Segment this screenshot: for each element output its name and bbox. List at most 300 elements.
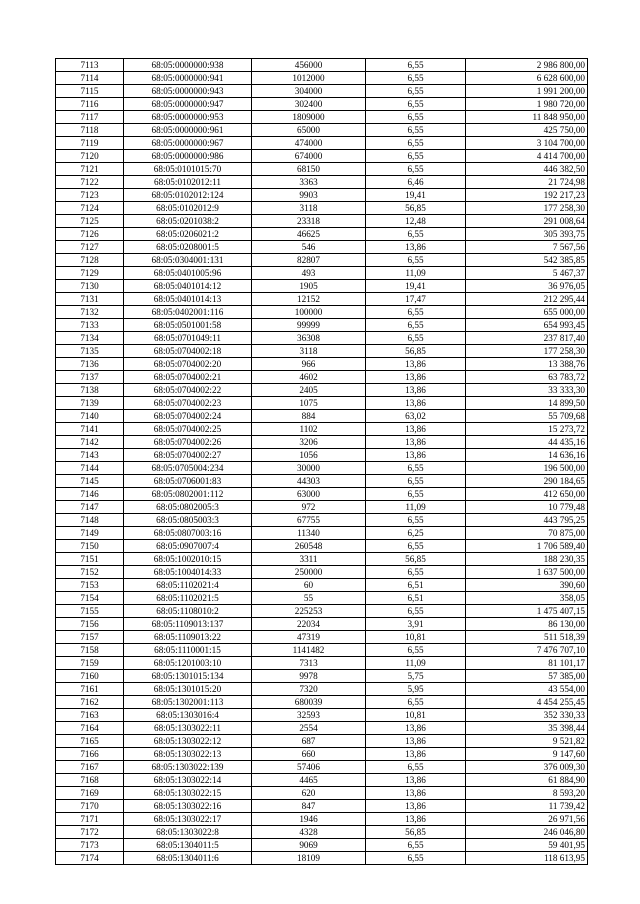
amount-cell: 13 388,76 <box>466 358 588 371</box>
amount-cell: 4 454 255,45 <box>466 696 588 709</box>
rate-cell: 13,86 <box>366 358 466 371</box>
cadastral-number-cell: 68:05:0201038:2 <box>124 215 252 228</box>
table-row <box>56 696 588 709</box>
rate-cell: 13,86 <box>366 449 466 462</box>
area-cell: 46625 <box>252 228 366 241</box>
amount-cell: 63 783,72 <box>466 371 588 384</box>
area-cell: 304000 <box>252 85 366 98</box>
area-cell: 687 <box>252 735 366 748</box>
table-row <box>56 228 588 241</box>
area-cell: 474000 <box>252 137 366 150</box>
area-cell: 3363 <box>252 176 366 189</box>
cadastral-number-cell: 68:05:0805003:3 <box>124 514 252 527</box>
amount-cell: 81 101,17 <box>466 657 588 670</box>
row-number-cell: 7144 <box>56 462 124 475</box>
rate-cell: 6,55 <box>366 306 466 319</box>
table-row <box>56 800 588 813</box>
rate-cell: 6,55 <box>366 163 466 176</box>
cadastral-number-cell: 68:05:0705004:234 <box>124 462 252 475</box>
rate-cell: 13,86 <box>366 397 466 410</box>
amount-cell: 44 435,16 <box>466 436 588 449</box>
area-cell: 9903 <box>252 189 366 202</box>
area-cell: 7320 <box>252 683 366 696</box>
rate-cell: 6,55 <box>366 644 466 657</box>
cadastral-number-cell: 68:05:1109013:137 <box>124 618 252 631</box>
row-number-cell: 7136 <box>56 358 124 371</box>
area-cell: 67755 <box>252 514 366 527</box>
cadastral-number-cell: 68:05:0102012:11 <box>124 176 252 189</box>
amount-cell: 358,05 <box>466 592 588 605</box>
rate-cell: 56,85 <box>366 202 466 215</box>
rate-cell: 56,85 <box>366 553 466 566</box>
area-cell: 11340 <box>252 527 366 540</box>
table-row <box>56 761 588 774</box>
amount-cell: 511 518,39 <box>466 631 588 644</box>
row-number-cell: 7169 <box>56 787 124 800</box>
cadastral-number-cell: 68:05:0206021:2 <box>124 228 252 241</box>
row-number-cell: 7142 <box>56 436 124 449</box>
rate-cell: 13,86 <box>366 371 466 384</box>
row-number-cell: 7156 <box>56 618 124 631</box>
amount-cell: 70 875,00 <box>466 527 588 540</box>
row-number-cell: 7164 <box>56 722 124 735</box>
row-number-cell: 7121 <box>56 163 124 176</box>
table-row <box>56 59 588 72</box>
rate-cell: 10,81 <box>366 709 466 722</box>
area-cell: 7313 <box>252 657 366 670</box>
area-cell: 22034 <box>252 618 366 631</box>
area-cell: 966 <box>252 358 366 371</box>
row-number-cell: 7140 <box>56 410 124 423</box>
amount-cell: 21 724,98 <box>466 176 588 189</box>
area-cell: 1102 <box>252 423 366 436</box>
cadastral-number-cell: 68:05:0501001:58 <box>124 319 252 332</box>
amount-cell: 118 613,95 <box>466 852 588 865</box>
rate-cell: 6,55 <box>366 514 466 527</box>
rate-cell: 6,55 <box>366 761 466 774</box>
rate-cell: 6,55 <box>366 137 466 150</box>
table-row <box>56 72 588 85</box>
area-cell: 65000 <box>252 124 366 137</box>
cadastral-number-cell: 68:05:1110001:15 <box>124 644 252 657</box>
area-cell: 30000 <box>252 462 366 475</box>
amount-cell: 390,60 <box>466 579 588 592</box>
row-number-cell: 7118 <box>56 124 124 137</box>
cadastral-number-cell: 68:05:1002010:15 <box>124 553 252 566</box>
rate-cell: 6,55 <box>366 150 466 163</box>
area-cell: 100000 <box>252 306 366 319</box>
rate-cell: 13,86 <box>366 423 466 436</box>
row-number-cell: 7138 <box>56 384 124 397</box>
amount-cell: 7 476 707,10 <box>466 644 588 657</box>
row-number-cell: 7113 <box>56 59 124 72</box>
rate-cell: 6,55 <box>366 566 466 579</box>
amount-cell: 446 382,50 <box>466 163 588 176</box>
rate-cell: 19,41 <box>366 280 466 293</box>
cadastral-number-cell: 68:05:0102012:9 <box>124 202 252 215</box>
amount-cell: 7 567,56 <box>466 241 588 254</box>
rate-cell: 6,46 <box>366 176 466 189</box>
cadastral-number-cell: 68:05:1304011:5 <box>124 839 252 852</box>
rate-cell: 6,55 <box>366 475 466 488</box>
amount-cell: 1 991 200,00 <box>466 85 588 98</box>
amount-cell: 8 593,20 <box>466 787 588 800</box>
row-number-cell: 7124 <box>56 202 124 215</box>
area-cell: 250000 <box>252 566 366 579</box>
table-row <box>56 683 588 696</box>
table-row <box>56 670 588 683</box>
row-number-cell: 7158 <box>56 644 124 657</box>
amount-cell: 6 628 600,00 <box>466 72 588 85</box>
rate-cell: 13,86 <box>366 774 466 787</box>
rate-cell: 6,55 <box>366 98 466 111</box>
row-number-cell: 7150 <box>56 540 124 553</box>
row-number-cell: 7135 <box>56 345 124 358</box>
row-number-cell: 7120 <box>56 150 124 163</box>
row-number-cell: 7116 <box>56 98 124 111</box>
table-row <box>56 774 588 787</box>
table-row <box>56 553 588 566</box>
table-row <box>56 787 588 800</box>
cadastral-number-cell: 68:05:0704002:18 <box>124 345 252 358</box>
amount-cell: 36 976,05 <box>466 280 588 293</box>
row-number-cell: 7115 <box>56 85 124 98</box>
amount-cell: 1 706 589,40 <box>466 540 588 553</box>
area-cell: 4328 <box>252 826 366 839</box>
table-body <box>56 59 588 865</box>
rate-cell: 13,86 <box>366 787 466 800</box>
table-row <box>56 462 588 475</box>
cadastral-number-cell: 68:05:0704002:25 <box>124 423 252 436</box>
cadastral-number-cell: 68:05:1303022:139 <box>124 761 252 774</box>
amount-cell: 177 258,30 <box>466 202 588 215</box>
cadastral-number-cell: 68:05:0704002:24 <box>124 410 252 423</box>
cadastral-number-cell: 68:05:0401005:96 <box>124 267 252 280</box>
table-row <box>56 839 588 852</box>
row-number-cell: 7151 <box>56 553 124 566</box>
cadastral-number-cell: 68:05:0807003:16 <box>124 527 252 540</box>
amount-cell: 26 971,56 <box>466 813 588 826</box>
row-number-cell: 7167 <box>56 761 124 774</box>
rate-cell: 6,55 <box>366 605 466 618</box>
area-cell: 972 <box>252 501 366 514</box>
amount-cell: 5 467,37 <box>466 267 588 280</box>
area-cell: 1012000 <box>252 72 366 85</box>
cadastral-number-cell: 68:05:1303022:13 <box>124 748 252 761</box>
rate-cell: 6,55 <box>366 124 466 137</box>
amount-cell: 188 230,35 <box>466 553 588 566</box>
rate-cell: 13,86 <box>366 813 466 826</box>
table-row <box>56 137 588 150</box>
amount-cell: 1 475 407,15 <box>466 605 588 618</box>
cadastral-value-table <box>55 58 588 865</box>
row-number-cell: 7134 <box>56 332 124 345</box>
amount-cell: 192 217,23 <box>466 189 588 202</box>
cadastral-number-cell: 68:05:1108010:2 <box>124 605 252 618</box>
table-row <box>56 163 588 176</box>
area-cell: 9069 <box>252 839 366 852</box>
rate-cell: 6,55 <box>366 319 466 332</box>
amount-cell: 61 884,90 <box>466 774 588 787</box>
area-cell: 18109 <box>252 852 366 865</box>
rate-cell: 17,47 <box>366 293 466 306</box>
rate-cell: 13,86 <box>366 735 466 748</box>
rate-cell: 11,09 <box>366 501 466 514</box>
area-cell: 55 <box>252 592 366 605</box>
table-row <box>56 241 588 254</box>
amount-cell: 9 521,82 <box>466 735 588 748</box>
rate-cell: 5,95 <box>366 683 466 696</box>
amount-cell: 15 273,72 <box>466 423 588 436</box>
table-row <box>56 254 588 267</box>
amount-cell: 10 779,48 <box>466 501 588 514</box>
table-row <box>56 111 588 124</box>
rate-cell: 6,55 <box>366 85 466 98</box>
rate-cell: 6,51 <box>366 592 466 605</box>
area-cell: 36308 <box>252 332 366 345</box>
table-row <box>56 332 588 345</box>
cadastral-number-cell: 68:05:0000000:943 <box>124 85 252 98</box>
amount-cell: 290 184,65 <box>466 475 588 488</box>
cadastral-number-cell: 68:05:0704002:26 <box>124 436 252 449</box>
amount-cell: 1 637 500,00 <box>466 566 588 579</box>
area-cell: 1946 <box>252 813 366 826</box>
table-row <box>56 709 588 722</box>
table-row <box>56 176 588 189</box>
row-number-cell: 7155 <box>56 605 124 618</box>
table-row <box>56 267 588 280</box>
table-row <box>56 618 588 631</box>
cadastral-number-cell: 68:05:0000000:953 <box>124 111 252 124</box>
cadastral-number-cell: 68:05:0704002:27 <box>124 449 252 462</box>
row-number-cell: 7130 <box>56 280 124 293</box>
rate-cell: 13,86 <box>366 722 466 735</box>
rate-cell: 13,86 <box>366 800 466 813</box>
rate-cell: 6,25 <box>366 527 466 540</box>
row-number-cell: 7126 <box>56 228 124 241</box>
row-number-cell: 7147 <box>56 501 124 514</box>
area-cell: 847 <box>252 800 366 813</box>
cadastral-number-cell: 68:05:0000000:941 <box>124 72 252 85</box>
table-row <box>56 735 588 748</box>
rate-cell: 6,55 <box>366 111 466 124</box>
cadastral-number-cell: 68:05:1303022:16 <box>124 800 252 813</box>
area-cell: 1141482 <box>252 644 366 657</box>
amount-cell: 55 709,68 <box>466 410 588 423</box>
area-cell: 3118 <box>252 345 366 358</box>
row-number-cell: 7143 <box>56 449 124 462</box>
cadastral-number-cell: 68:05:0802001:112 <box>124 488 252 501</box>
row-number-cell: 7127 <box>56 241 124 254</box>
amount-cell: 1 980 720,00 <box>466 98 588 111</box>
area-cell: 1809000 <box>252 111 366 124</box>
area-cell: 60 <box>252 579 366 592</box>
table-row <box>56 501 588 514</box>
cadastral-number-cell: 68:05:0208001:5 <box>124 241 252 254</box>
cadastral-number-cell: 68:05:1102021:4 <box>124 579 252 592</box>
cadastral-number-cell: 68:05:1303022:12 <box>124 735 252 748</box>
row-number-cell: 7141 <box>56 423 124 436</box>
rate-cell: 6,55 <box>366 852 466 865</box>
row-number-cell: 7159 <box>56 657 124 670</box>
area-cell: 23318 <box>252 215 366 228</box>
table-row <box>56 488 588 501</box>
cadastral-number-cell: 68:05:1301015:134 <box>124 670 252 683</box>
row-number-cell: 7114 <box>56 72 124 85</box>
rate-cell: 13,86 <box>366 384 466 397</box>
rate-cell: 6,55 <box>366 254 466 267</box>
row-number-cell: 7149 <box>56 527 124 540</box>
amount-cell: 376 009,30 <box>466 761 588 774</box>
table-row <box>56 215 588 228</box>
table-row <box>56 813 588 826</box>
area-cell: 674000 <box>252 150 366 163</box>
rate-cell: 3,91 <box>366 618 466 631</box>
area-cell: 4602 <box>252 371 366 384</box>
rate-cell: 19,41 <box>366 189 466 202</box>
rate-cell: 11,09 <box>366 657 466 670</box>
row-number-cell: 7165 <box>56 735 124 748</box>
amount-cell: 11 739,42 <box>466 800 588 813</box>
amount-cell: 655 000,00 <box>466 306 588 319</box>
row-number-cell: 7132 <box>56 306 124 319</box>
table-row <box>56 345 588 358</box>
row-number-cell: 7161 <box>56 683 124 696</box>
cadastral-number-cell: 68:05:0000000:938 <box>124 59 252 72</box>
area-cell: 1056 <box>252 449 366 462</box>
table-row <box>56 748 588 761</box>
rate-cell: 13,86 <box>366 436 466 449</box>
table-row <box>56 592 588 605</box>
amount-cell: 443 795,25 <box>466 514 588 527</box>
row-number-cell: 7152 <box>56 566 124 579</box>
cadastral-number-cell: 68:05:0000000:961 <box>124 124 252 137</box>
amount-cell: 33 333,30 <box>466 384 588 397</box>
table-row <box>56 306 588 319</box>
amount-cell: 291 008,64 <box>466 215 588 228</box>
table-row <box>56 514 588 527</box>
amount-cell: 57 385,00 <box>466 670 588 683</box>
row-number-cell: 7137 <box>56 371 124 384</box>
area-cell: 302400 <box>252 98 366 111</box>
area-cell: 12152 <box>252 293 366 306</box>
cadastral-number-cell: 68:05:0000000:947 <box>124 98 252 111</box>
table-row <box>56 527 588 540</box>
rate-cell: 5,75 <box>366 670 466 683</box>
cadastral-number-cell: 68:05:1304011:6 <box>124 852 252 865</box>
rate-cell: 10,81 <box>366 631 466 644</box>
amount-cell: 9 147,60 <box>466 748 588 761</box>
row-number-cell: 7173 <box>56 839 124 852</box>
row-number-cell: 7146 <box>56 488 124 501</box>
area-cell: 546 <box>252 241 366 254</box>
cadastral-number-cell: 68:05:0101015:70 <box>124 163 252 176</box>
cadastral-number-cell: 68:05:0907007:4 <box>124 540 252 553</box>
table-row <box>56 449 588 462</box>
table-row <box>56 384 588 397</box>
area-cell: 493 <box>252 267 366 280</box>
amount-cell: 35 398,44 <box>466 722 588 735</box>
row-number-cell: 7166 <box>56 748 124 761</box>
rate-cell: 6,55 <box>366 839 466 852</box>
rate-cell: 6,51 <box>366 579 466 592</box>
cadastral-number-cell: 68:05:0704002:23 <box>124 397 252 410</box>
amount-cell: 654 993,45 <box>466 319 588 332</box>
cadastral-number-cell: 68:05:1004014:33 <box>124 566 252 579</box>
cadastral-number-cell: 68:05:1303022:17 <box>124 813 252 826</box>
rate-cell: 13,86 <box>366 748 466 761</box>
amount-cell: 86 130,00 <box>466 618 588 631</box>
cadastral-number-cell: 68:05:0000000:986 <box>124 150 252 163</box>
area-cell: 32593 <box>252 709 366 722</box>
cadastral-number-cell: 68:05:0304001:131 <box>124 254 252 267</box>
amount-cell: 59 401,95 <box>466 839 588 852</box>
area-cell: 3118 <box>252 202 366 215</box>
area-cell: 3311 <box>252 553 366 566</box>
row-number-cell: 7129 <box>56 267 124 280</box>
row-number-cell: 7139 <box>56 397 124 410</box>
rate-cell: 11,09 <box>366 267 466 280</box>
rate-cell: 56,85 <box>366 345 466 358</box>
row-number-cell: 7174 <box>56 852 124 865</box>
table-row <box>56 605 588 618</box>
table-row <box>56 540 588 553</box>
cadastral-number-cell: 68:05:0102012:124 <box>124 189 252 202</box>
row-number-cell: 7133 <box>56 319 124 332</box>
table-row <box>56 319 588 332</box>
cadastral-number-cell: 68:05:1303016:4 <box>124 709 252 722</box>
rate-cell: 6,55 <box>366 228 466 241</box>
table-row <box>56 657 588 670</box>
area-cell: 82807 <box>252 254 366 267</box>
row-number-cell: 7170 <box>56 800 124 813</box>
row-number-cell: 7171 <box>56 813 124 826</box>
area-cell: 57406 <box>252 761 366 774</box>
area-cell: 620 <box>252 787 366 800</box>
area-cell: 68150 <box>252 163 366 176</box>
table-row <box>56 423 588 436</box>
area-cell: 680039 <box>252 696 366 709</box>
table-row <box>56 280 588 293</box>
rate-cell: 6,55 <box>366 696 466 709</box>
row-number-cell: 7168 <box>56 774 124 787</box>
area-cell: 2405 <box>252 384 366 397</box>
cadastral-number-cell: 68:05:1201003:10 <box>124 657 252 670</box>
table-row <box>56 475 588 488</box>
rate-cell: 6,55 <box>366 332 466 345</box>
row-number-cell: 7123 <box>56 189 124 202</box>
row-number-cell: 7122 <box>56 176 124 189</box>
amount-cell: 305 393,75 <box>466 228 588 241</box>
row-number-cell: 7148 <box>56 514 124 527</box>
amount-cell: 4 414 700,00 <box>466 150 588 163</box>
rate-cell: 6,55 <box>366 462 466 475</box>
area-cell: 660 <box>252 748 366 761</box>
row-number-cell: 7162 <box>56 696 124 709</box>
table-row <box>56 436 588 449</box>
table-row <box>56 98 588 111</box>
amount-cell: 14 636,16 <box>466 449 588 462</box>
table-row <box>56 150 588 163</box>
cadastral-number-cell: 68:05:0402001:116 <box>124 306 252 319</box>
rate-cell: 6,55 <box>366 540 466 553</box>
cadastral-number-cell: 68:05:0704002:22 <box>124 384 252 397</box>
table-row <box>56 202 588 215</box>
row-number-cell: 7131 <box>56 293 124 306</box>
row-number-cell: 7128 <box>56 254 124 267</box>
row-number-cell: 7157 <box>56 631 124 644</box>
amount-cell: 2 986 800,00 <box>466 59 588 72</box>
